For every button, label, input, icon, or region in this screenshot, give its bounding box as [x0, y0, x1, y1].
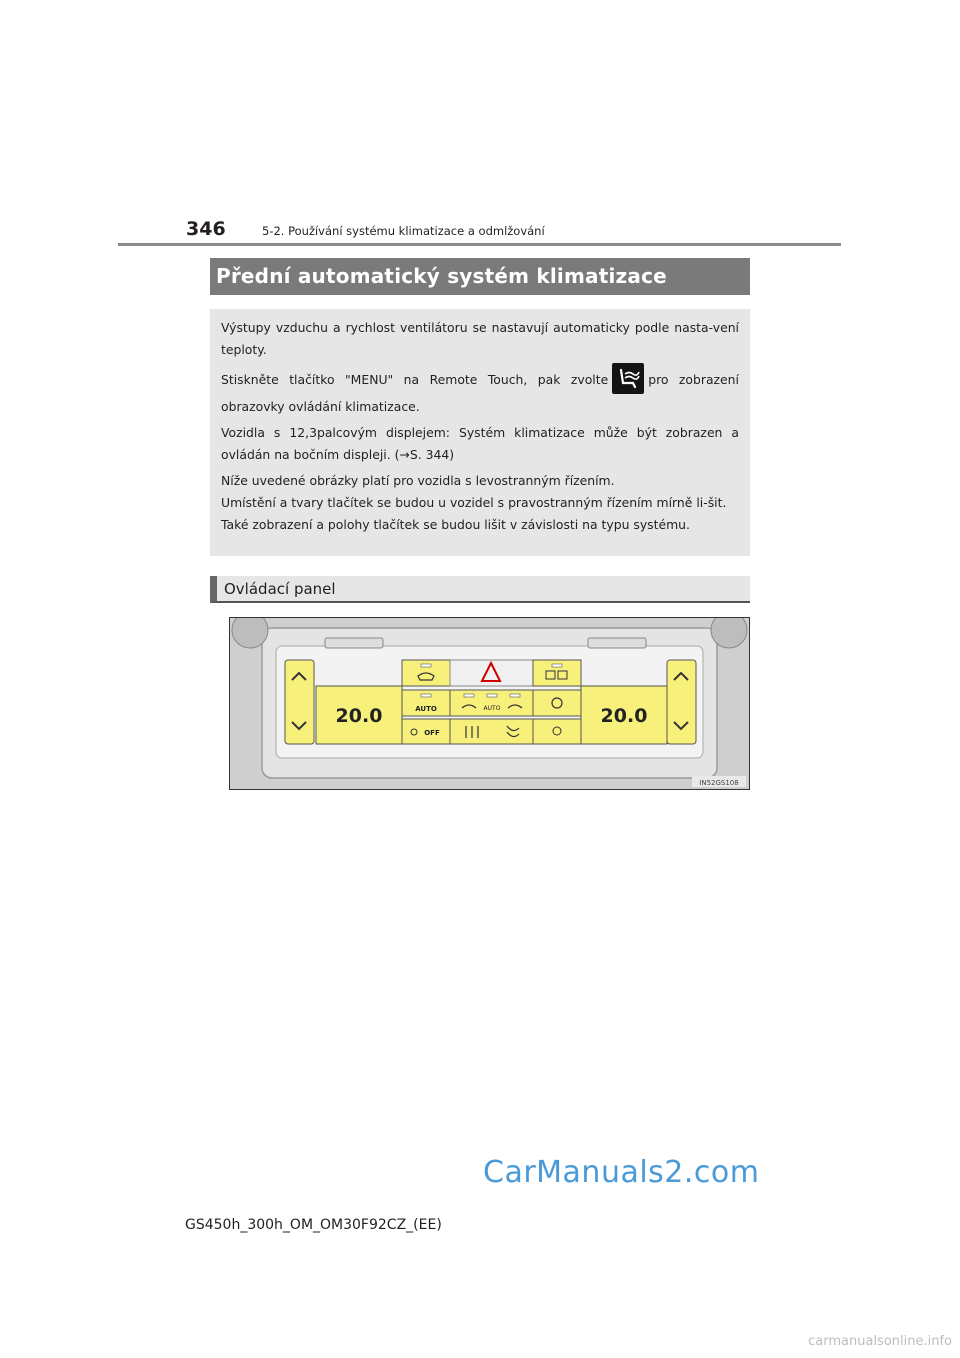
info-paragraph-5: Umístění a tvary tlačítek se budou u vozidel s pravostranným řízením mírně li-šit.: [221, 495, 727, 510]
info-paragraph-2: [221, 365, 739, 418]
header-divider: [118, 243, 841, 246]
auto-label: AUTO: [415, 705, 437, 713]
watermark-carmanuals2: CarManuals2.com: [483, 1155, 760, 1190]
arrow-right-icon: →: [399, 447, 410, 462]
footer-model-code: GS450h_300h_OM_OM30F92CZ_(EE): [185, 1217, 442, 1233]
info-paragraph-3-end: S. 344): [409, 447, 455, 462]
off-label: OFF: [424, 729, 440, 737]
air-outlet-button[interactable]: [450, 719, 533, 744]
figure-code: IN52GS108: [699, 779, 739, 787]
info-paragraph-2-end: pro zobrazení obrazovky ovládání klimatizace.: [221, 372, 739, 414]
center-auto-label: AUTO: [483, 705, 501, 712]
climate-seat-icon: [612, 363, 644, 394]
left-knob[interactable]: [232, 618, 268, 648]
info-paragraph-3-start: Vozidla s 12,3palcovým displejem: Systém klimatizace může být zobrazen a ovládán na bočním displeji. (: [221, 425, 739, 462]
info-paragraph-6: Také zobrazení a polohy tlačítek se budou lišit v závislosti na typu systému.: [221, 517, 690, 532]
control-panel-figure: [229, 617, 750, 790]
info-box: [210, 309, 750, 556]
fan-down-button[interactable]: [533, 719, 581, 744]
section-title: Přední automatický systém klimatizace: [210, 258, 750, 295]
control-panel-illustration: [230, 618, 749, 789]
info-paragraph-1: Výstupy vzduchu a rychlost ventilátoru se nastavují automaticky podle nasta-vení teploty.: [221, 320, 739, 357]
info-paragraph-2-start: Stiskněte tlačítko "MENU" na Remote Touch, pak zvolte: [221, 372, 609, 387]
subsection-title: Ovládací panel: [210, 576, 750, 603]
fan-up-button[interactable]: [533, 690, 581, 716]
right-temp-value: 20.0: [600, 705, 648, 727]
running-header: 5-2. Používání systému klimatizace a odmlžování: [262, 224, 545, 238]
right-knob[interactable]: [711, 618, 747, 648]
info-paragraph-4: Níže uvedené obrázky platí pro vozidla s levostranným řízením.: [221, 473, 615, 488]
info-paragraph-3: [221, 422, 739, 466]
page-number: 346: [186, 218, 226, 240]
left-temp-value: 20.0: [335, 705, 383, 727]
watermark-carmanualsonline: carmanualsonline.info: [808, 1334, 952, 1349]
